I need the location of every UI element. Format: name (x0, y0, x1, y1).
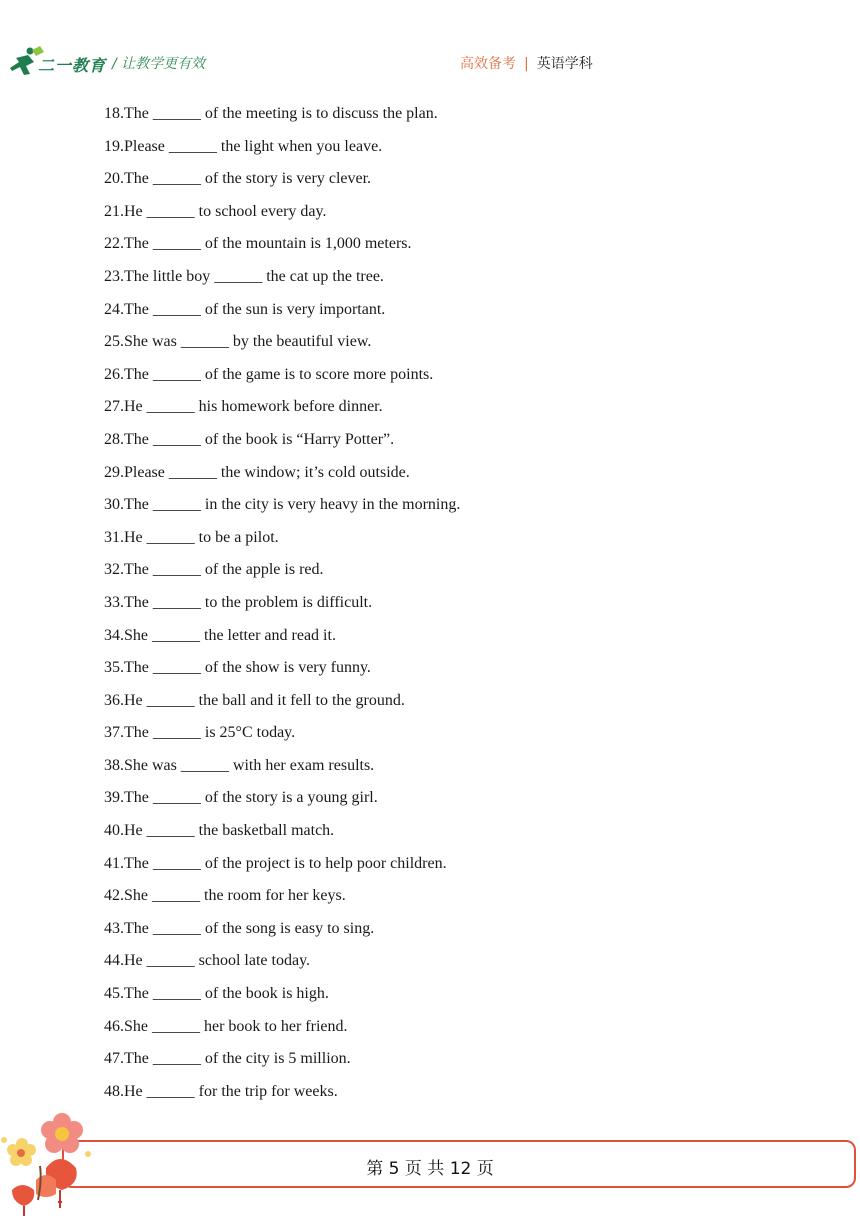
question-item: 31.He ______ to be a pilot. (104, 528, 279, 546)
question-item: 23.The little boy ______ the cat up the tree. (104, 267, 384, 285)
question-item: 38.She was ______ with her exam results. (104, 756, 375, 774)
question-item: 22.The ______ of the mountain is 1,000 meters. (104, 235, 412, 253)
question-item: 19.Please ______ the light when you leave. (104, 137, 383, 155)
question-item: 35.The ______ of the show is very funny. (104, 659, 371, 677)
header-tags (460, 53, 593, 73)
question-item: 32.The ______ of the apple is red. (104, 561, 324, 579)
tag-subject: 英语学科 (536, 56, 593, 72)
question-item: 26.The ______ of the game is to score more points. (104, 365, 434, 383)
page-header (0, 0, 860, 90)
question-item: 30.The ______ in the city is very heavy in the morning. (104, 496, 461, 514)
question-item: 41.The ______ of the project is to help poor children. (104, 854, 447, 872)
question-item: 18.The ______ of the meeting is to discuss the plan. (104, 105, 438, 122)
logo-text: 二一教育 (38, 56, 107, 75)
question-item: 40.He ______ the basketball match. (104, 822, 335, 840)
question-item: 44.He ______ school late today. (104, 952, 311, 970)
tag-exam-prep: 高效备考 (460, 56, 516, 72)
question-item: 25.She was ______ by the beautiful view. (104, 333, 372, 351)
question-item: 42.She ______ the room for her keys. (104, 887, 346, 905)
question-item: 48.He ______ for the trip for weeks. (104, 1082, 338, 1100)
question-item: 39.The ______ of the story is a young girl. (104, 789, 378, 807)
question-item: 29.Please ______ the window; it’s cold outside. (104, 463, 410, 481)
question-item: 33.The ______ to the problem is difficult. (104, 593, 373, 611)
page-number: 第 5 页 共 12 页 (366, 1159, 494, 1179)
question-item: 46.She ______ her book to her friend. (104, 1017, 348, 1035)
question-item: 37.The ______ is 25°C today. (104, 724, 296, 742)
question-item: 47.The ______ of the city is 5 million. (104, 1050, 351, 1068)
question-item: 28.The ______ of the book is “Harry Potter”. (104, 430, 395, 448)
question-item: 45.The ______ of the book is high. (104, 985, 329, 1003)
header-separator: | (524, 56, 529, 72)
question-item: 21.He ______ to school every day. (104, 202, 327, 220)
slogan: / 让教学更有效 (112, 56, 206, 72)
question-item: 43.The ______ of the song is easy to sing. (104, 919, 375, 937)
question-item: 27.He ______ his homework before dinner. (104, 398, 383, 416)
question-item: 36.He ______ the ball and it fell to the ground. (104, 691, 405, 709)
question-item: 24.The ______ of the sun is very important. (104, 300, 386, 318)
question-list (104, 98, 744, 1108)
question-item: 20.The ______ of the story is very clever. (104, 170, 372, 188)
question-item: 34.She ______ the letter and read it. (104, 626, 336, 644)
